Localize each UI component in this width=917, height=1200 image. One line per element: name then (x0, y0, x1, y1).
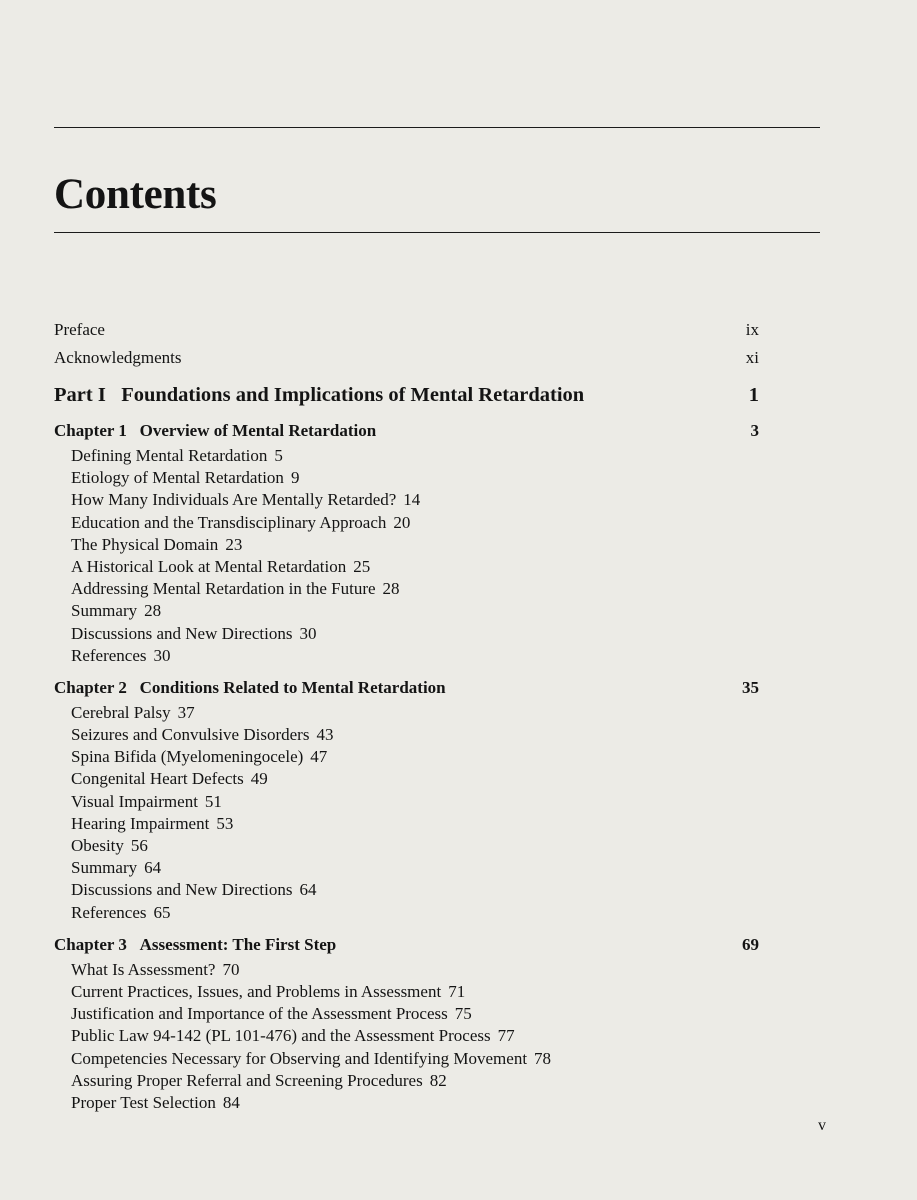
section-title: How Many Individuals Are Mentally Retarded? (71, 490, 397, 510)
section-page: 28 (144, 601, 162, 621)
section-title: Visual Impairment (71, 791, 198, 811)
toc-section[interactable] (54, 467, 759, 489)
section-page: 14 (403, 490, 421, 510)
toc-section[interactable] (54, 857, 759, 879)
section-page: 25 (353, 556, 371, 576)
toc-section[interactable] (54, 1092, 759, 1114)
section-title: Summary (71, 601, 138, 621)
section-page: 64 (299, 880, 317, 900)
section-title: Cerebral Palsy (71, 702, 171, 722)
toc-section[interactable] (54, 791, 759, 813)
section-page: 78 (534, 1048, 552, 1068)
top-rule (54, 127, 820, 128)
entry-title: Preface (54, 320, 105, 339)
title-rule (54, 232, 820, 233)
section-page: 9 (290, 468, 300, 488)
toc-section[interactable] (54, 445, 759, 467)
section-title: Congenital Heart Defects (71, 769, 244, 789)
section-title: Current Practices, Issues, and Problems in Assessment (71, 981, 442, 1001)
entry-page: ix (745, 320, 759, 339)
section-title: Education and the Transdisciplinary Approach (71, 512, 387, 532)
chapter-page: 35 (742, 677, 759, 697)
chapter-list (54, 418, 759, 1114)
section-title: Assuring Proper Referral and Screening Procedures (71, 1070, 423, 1090)
section-title: Defining Mental Retardation (71, 446, 268, 465)
section-page: 65 (153, 902, 171, 922)
section-title: Public Law 94-142 (PL 101-476) and the Assessment Process (71, 1026, 491, 1046)
section-title: Discussions and New Directions (71, 623, 293, 643)
section-page: 5 (274, 446, 283, 465)
toc-part-1[interactable] (54, 380, 759, 418)
toc-section[interactable] (54, 902, 759, 924)
chapter-title: Assessment: The First Step (139, 934, 337, 954)
toc-section[interactable] (54, 813, 759, 835)
entry-title: Acknowledgments (54, 348, 182, 367)
section-title: Hearing Impairment (71, 813, 210, 833)
section-title: Justification and Importance of the Assessment Process (71, 1004, 448, 1024)
section-page: 70 (222, 959, 240, 979)
entry-page: xi (745, 348, 759, 367)
section-title: A Historical Look at Mental Retardation (71, 556, 347, 576)
toc-section[interactable] (54, 768, 759, 790)
section-page: 37 (177, 702, 195, 722)
section-page: 71 (448, 981, 466, 1001)
section-page: 53 (216, 813, 234, 833)
section-page: 84 (222, 1092, 240, 1112)
section-page: 49 (250, 769, 268, 789)
section-page: 51 (204, 791, 222, 811)
section-page: 82 (429, 1070, 447, 1090)
section-page: 30 (153, 645, 171, 665)
toc-section[interactable] (54, 534, 759, 556)
part-page: 1 (748, 384, 759, 406)
toc-section[interactable] (54, 702, 759, 724)
toc-section[interactable] (54, 835, 759, 857)
section-page: 28 (382, 579, 400, 599)
part-title: Foundations and Implications of Mental Retardation (121, 384, 585, 406)
chapter-label: Chapter 1 (54, 421, 127, 440)
section-title: Discussions and New Directions (71, 880, 293, 900)
section-page: 77 (497, 1026, 515, 1046)
section-title: Proper Test Selection (71, 1092, 216, 1112)
section-title: References (71, 902, 147, 922)
section-page: 56 (130, 836, 148, 855)
section-title: Obesity (71, 836, 124, 855)
toc-section[interactable] (54, 623, 759, 645)
page-folio: v (818, 1117, 826, 1134)
toc-section[interactable] (54, 1048, 759, 1070)
section-page: 43 (316, 725, 334, 745)
part-label: Part I (54, 384, 106, 406)
section-title: What Is Assessment? (71, 959, 216, 979)
toc-section[interactable] (54, 981, 759, 1003)
section-page: 64 (144, 858, 162, 878)
section-page: 47 (310, 747, 328, 767)
section-title: Addressing Mental Retardation in the Future (71, 579, 376, 599)
section-title: References (71, 645, 147, 665)
toc-section[interactable] (54, 959, 759, 981)
toc-section[interactable] (54, 724, 759, 746)
toc-section[interactable] (54, 1070, 759, 1092)
toc-section[interactable] (54, 879, 759, 901)
section-page: 75 (454, 1004, 472, 1024)
toc-section[interactable] (54, 556, 759, 578)
chapter-page: 3 (750, 421, 759, 440)
toc-section[interactable] (54, 645, 759, 667)
toc-section[interactable] (54, 1003, 759, 1025)
toc-section[interactable] (54, 512, 759, 534)
chapter-label: Chapter 2 (54, 677, 127, 697)
section-title: Summary (71, 858, 138, 878)
toc-chapter-2[interactable] (54, 675, 759, 702)
section-title: Competencies Necessary for Observing and Identifying Movement (71, 1048, 528, 1068)
toc-chapter-3[interactable] (54, 932, 759, 959)
section-page: 30 (299, 623, 317, 643)
page-title: Contents (54, 171, 217, 218)
toc-section[interactable] (54, 578, 759, 600)
toc-entry-preface[interactable] (54, 318, 759, 346)
toc-section[interactable] (54, 489, 759, 511)
section-page: 23 (225, 534, 243, 554)
section-title: Seizures and Convulsive Disorders (71, 725, 310, 745)
chapter-title: Conditions Related to Mental Retardation (139, 677, 446, 697)
toc-entry-acknowledgments[interactable] (54, 346, 759, 374)
chapter-title: Overview of Mental Retardation (139, 421, 377, 440)
chapter-label: Chapter 3 (54, 934, 127, 954)
chapter-page: 69 (742, 934, 759, 954)
section-page: 20 (393, 512, 411, 532)
table-of-contents (54, 318, 759, 1114)
toc-section[interactable] (54, 746, 759, 768)
toc-section[interactable] (54, 1025, 759, 1047)
section-title: Etiology of Mental Retardation (71, 468, 284, 488)
section-title: The Physical Domain (71, 534, 219, 554)
toc-chapter-1[interactable] (54, 418, 759, 445)
section-title: Spina Bifida (Myelomeningocele) (71, 747, 304, 767)
toc-section[interactable] (54, 600, 759, 622)
